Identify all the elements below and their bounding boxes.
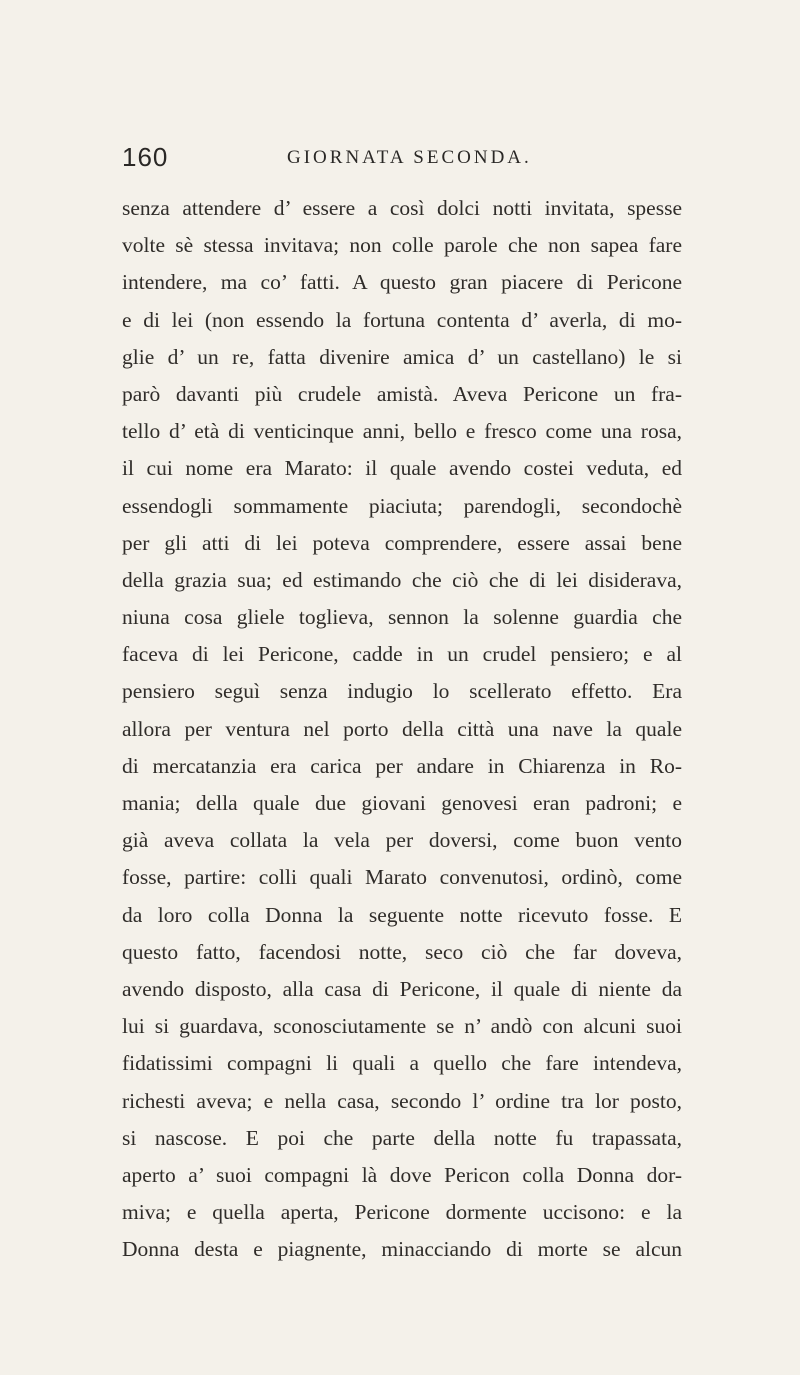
text-line: lui si guardava, sconosciutamente se n’ andò con alcuni suoi <box>122 1014 682 1039</box>
text-line: faceva di lei Pericone, cadde in un crudel pensiero; e al <box>122 642 682 667</box>
text-line: intendere, ma co’ fatti. A questo gran piacere di Pericone <box>122 270 682 295</box>
text-line: già aveva collata la vela per doversi, come buon vento <box>122 828 682 853</box>
text-line: fosse, partire: colli quali Marato convenutosi, ordinò, come <box>122 865 682 890</box>
body-text <box>122 190 682 1268</box>
text-line: si nascose. E poi che parte della notte fu trapassata, <box>122 1125 682 1150</box>
text-line: niuna cosa gliele toglieva, sennon la solenne guardia che <box>122 605 682 630</box>
text-line: essendogli sommamente piaciuta; parendogli, secondochè <box>122 493 682 518</box>
text-line: pensiero seguì senza indugio lo scellerato effetto. Era <box>122 679 682 704</box>
text-line: il cui nome era Marato: il quale avendo costei veduta, ed <box>122 456 682 481</box>
text-line: richesti aveva; e nella casa, secondo l’ ordine tra lor posto, <box>122 1088 682 1113</box>
page-number: 160 <box>122 142 169 172</box>
text-line: tello d’ età di venticinque anni, bello e fresco come una rosa, <box>122 419 682 444</box>
text-line: della grazia sua; ed estimando che ciò che di lei disiderava, <box>122 567 682 592</box>
text-line: e di lei (non essendo la fortuna contenta d’ averla, di mo- <box>122 307 682 332</box>
text-line: di mercatanzia era carica per andare in Chiarenza in Ro- <box>122 753 682 778</box>
text-line: miva; e quella aperta, Pericone dormente uccisono: e la <box>122 1200 682 1225</box>
text-line: questo fatto, facendosi notte, seco ciò che far doveva, <box>122 939 682 964</box>
text-line: avendo disposto, alla casa di Pericone, il quale di niente da <box>122 976 682 1001</box>
text-line: mania; della quale due giovani genovesi eran padroni; e <box>122 791 682 815</box>
text-line: per gli atti di lei poteva comprendere, essere assai bene <box>122 530 682 555</box>
text-line: aperto a’ suoi compagni là dove Pericon colla Donna dor- <box>122 1162 682 1187</box>
text-line: Donna desta e piagnente, minacciando di morte se alcun <box>122 1237 682 1262</box>
text-line: volte sè stessa invitava; non colle parole che non sapea fare <box>122 233 682 258</box>
page-header <box>122 142 682 182</box>
text-line: senza attendere d’ essere a così dolci notti invitata, spesse <box>122 196 682 220</box>
text-line: allora per ventura nel porto della città una nave la quale <box>122 716 682 741</box>
text-line: glie d’ un re, fatta divenire amica d’ un castellano) le si <box>122 344 682 369</box>
text-line: parò davanti più crudele amistà. Aveva Pericone un fra- <box>122 381 682 406</box>
text-line: da loro colla Donna la seguente notte ricevuto fosse. E <box>122 902 682 927</box>
running-head: GIORNATA SECONDA. <box>287 147 532 168</box>
text-line: fidatissimi compagni li quali a quello che fare intendeva, <box>122 1051 682 1076</box>
